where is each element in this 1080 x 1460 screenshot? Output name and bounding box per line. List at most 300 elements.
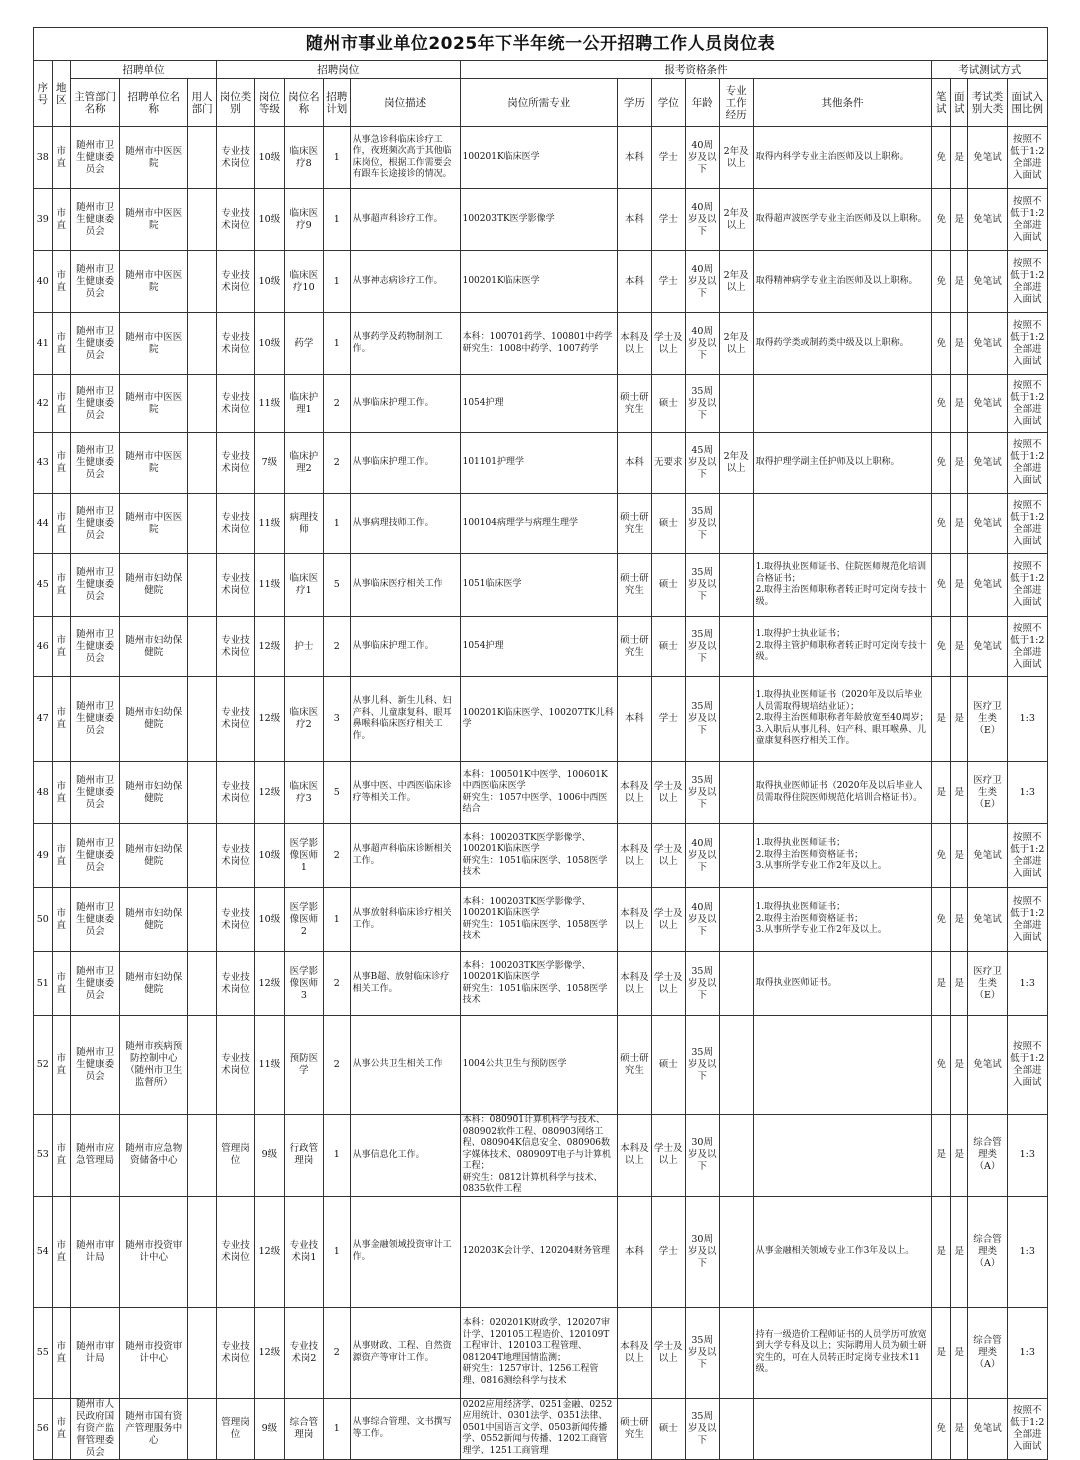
cell-edu: 硕士研究生 xyxy=(617,617,651,677)
cell-plan: 2 xyxy=(323,375,350,433)
header-other: 其他条件 xyxy=(753,79,932,127)
cell-ptype: 专业技术岗位 xyxy=(216,251,254,313)
cell-plan: 2 xyxy=(323,1016,350,1115)
cell-edu: 本科及以上 xyxy=(617,762,651,824)
cell-iv: 是 xyxy=(950,127,967,189)
cell-level: 10级 xyxy=(255,189,285,251)
cell-dept: 随州市卫生健康委员会 xyxy=(71,1016,120,1115)
cell-edu: 硕士研究生 xyxy=(617,1016,651,1115)
cell-edu: 本科及以上 xyxy=(617,1115,651,1197)
cell-cat: 免笔试 xyxy=(968,127,1007,189)
header-description: 岗位描述 xyxy=(350,79,460,127)
cell-area: 市直 xyxy=(52,494,71,554)
group-header-post: 招聘岗位 xyxy=(216,61,460,79)
group-header-unit: 招聘单位 xyxy=(71,61,217,79)
cell-area: 市直 xyxy=(52,824,71,888)
cell-ptype: 专业技术岗位 xyxy=(216,888,254,952)
cell-iv: 是 xyxy=(950,824,967,888)
cell-deg: 学士及以上 xyxy=(651,824,685,888)
cell-ptype: 专业技术岗位 xyxy=(216,824,254,888)
cell-plan: 1 xyxy=(323,313,350,375)
cell-ratio: 按照不低于1:2全部进入面试 xyxy=(1007,617,1048,677)
cell-cat: 免笔试 xyxy=(968,1016,1007,1115)
cell-cat: 免笔试 xyxy=(968,313,1007,375)
cell-other: 1.取得执业医师证书、住院医师规范化培训合格证书； 2.取得主治医师职称者转正时可定岗专技十级。 xyxy=(753,554,932,617)
cell-age: 30周岁及以下 xyxy=(685,1115,719,1197)
cell-iv: 是 xyxy=(950,1307,967,1398)
cell-edu: 硕士研究生 xyxy=(617,1398,651,1459)
cell-deg: 学士及以上 xyxy=(651,1115,685,1197)
table-row xyxy=(34,433,1048,494)
cell-area: 市直 xyxy=(52,189,71,251)
cell-unit: 随州市中医医院 xyxy=(120,127,188,189)
cell-no: 45 xyxy=(34,554,53,617)
header-major: 岗位所需专业 xyxy=(460,79,617,127)
header-post-name: 岗位名称 xyxy=(284,79,323,127)
cell-pname: 临床医疗2 xyxy=(284,677,323,762)
cell-iv: 是 xyxy=(950,375,967,433)
cell-pname: 临床医疗10 xyxy=(284,251,323,313)
table-row xyxy=(34,762,1048,824)
cell-area: 市直 xyxy=(52,1016,71,1115)
table-row xyxy=(34,1398,1048,1459)
cell-ptype: 专业技术岗位 xyxy=(216,189,254,251)
cell-ratio: 按照不低于1:2全部进入面试 xyxy=(1007,433,1048,494)
cell-plan: 2 xyxy=(323,1307,350,1398)
recruitment-table xyxy=(33,27,1048,1460)
cell-user xyxy=(188,888,217,952)
cell-ratio: 1:3 xyxy=(1007,952,1048,1016)
cell-major: 100201K临床医学 xyxy=(460,127,617,189)
cell-ratio: 按照不低于1:2全部进入面试 xyxy=(1007,888,1048,952)
cell-cat: 医疗卫生类（E） xyxy=(968,677,1007,762)
cell-dept: 随州市卫生健康委员会 xyxy=(71,189,120,251)
cell-other: 取得超声波医学专业主治医师及以上职称。 xyxy=(753,189,932,251)
cell-dept: 随州市审计局 xyxy=(71,1307,120,1398)
cell-cat: 免笔试 xyxy=(968,1398,1007,1459)
cell-area: 市直 xyxy=(52,251,71,313)
cell-ptype: 专业技术岗位 xyxy=(216,677,254,762)
cell-desc: 从事信息化工作。 xyxy=(350,1115,460,1197)
cell-ptype: 专业技术岗位 xyxy=(216,762,254,824)
cell-age: 40周岁及以下 xyxy=(685,888,719,952)
cell-dept: 随州市卫生健康委员会 xyxy=(71,494,120,554)
cell-age: 35周岁及以下 xyxy=(685,1016,719,1115)
cell-deg: 无要求 xyxy=(651,433,685,494)
cell-unit: 随州市国有资产管理服务中心 xyxy=(120,1398,188,1459)
cell-exp xyxy=(719,1016,753,1115)
cell-area: 市直 xyxy=(52,313,71,375)
cell-iv: 是 xyxy=(950,251,967,313)
cell-desc: 从事药学及药物制剂工作。 xyxy=(350,313,460,375)
cell-plan: 1 xyxy=(323,888,350,952)
cell-user xyxy=(188,1307,217,1398)
cell-unit: 随州市妇幼保健院 xyxy=(120,617,188,677)
cell-level: 9级 xyxy=(255,1398,285,1459)
cell-area: 市直 xyxy=(52,554,71,617)
cell-edu: 本科 xyxy=(617,433,651,494)
cell-exp xyxy=(719,554,753,617)
cell-deg: 学士及以上 xyxy=(651,888,685,952)
cell-no: 41 xyxy=(34,313,53,375)
cell-ratio: 按照不低于1:2全部进入面试 xyxy=(1007,189,1048,251)
cell-plan: 1 xyxy=(323,127,350,189)
cell-plan: 1 xyxy=(323,494,350,554)
cell-iv: 是 xyxy=(950,1398,967,1459)
cell-area: 市直 xyxy=(52,1398,71,1459)
cell-desc: 从事超声科临床诊断相关工作。 xyxy=(350,824,460,888)
cell-ratio: 按照不低于1:2全部进入面试 xyxy=(1007,251,1048,313)
cell-ptype: 专业技术岗位 xyxy=(216,313,254,375)
cell-iv: 是 xyxy=(950,617,967,677)
cell-desc: 从事中医、中西医临床诊疗等相关工作。 xyxy=(350,762,460,824)
cell-ratio: 1:3 xyxy=(1007,1115,1048,1197)
table-row xyxy=(34,888,1048,952)
cell-exp xyxy=(719,762,753,824)
cell-level: 7级 xyxy=(255,433,285,494)
cell-no: 39 xyxy=(34,189,53,251)
cell-pname: 病理技师 xyxy=(284,494,323,554)
table-body xyxy=(34,127,1048,1460)
header-dept: 主管部门名称 xyxy=(71,79,120,127)
table-row xyxy=(34,251,1048,313)
cell-user xyxy=(188,952,217,1016)
cell-level: 12级 xyxy=(255,762,285,824)
table-row xyxy=(34,127,1048,189)
cell-cat: 免笔试 xyxy=(968,824,1007,888)
table-row xyxy=(34,313,1048,375)
cell-ratio: 按照不低于1:2全部进入面试 xyxy=(1007,313,1048,375)
cell-plan: 5 xyxy=(323,762,350,824)
cell-other xyxy=(753,1016,932,1115)
cell-user xyxy=(188,554,217,617)
cell-dept: 随州市卫生健康委员会 xyxy=(71,375,120,433)
cell-major: 100104病理学与病理生理学 xyxy=(460,494,617,554)
cell-cat: 医疗卫生类（E） xyxy=(968,762,1007,824)
cell-plan: 2 xyxy=(323,617,350,677)
cell-user xyxy=(188,1196,217,1307)
header-area: 地区 xyxy=(52,61,71,127)
cell-exp: 2年及以上 xyxy=(719,189,753,251)
cell-desc: 从事临床护理工作。 xyxy=(350,433,460,494)
cell-iv: 是 xyxy=(950,762,967,824)
header-education: 学历 xyxy=(617,79,651,127)
cell-wr: 免 xyxy=(932,433,951,494)
cell-iv: 是 xyxy=(950,1196,967,1307)
cell-iv: 是 xyxy=(950,1115,967,1197)
cell-other xyxy=(753,494,932,554)
cell-dept: 随州市卫生健康委员会 xyxy=(71,952,120,1016)
cell-dept: 随州市应急管理局 xyxy=(71,1115,120,1197)
cell-unit: 随州市疾病预防控制中心（随州市卫生监督所） xyxy=(120,1016,188,1115)
cell-edu: 本科及以上 xyxy=(617,888,651,952)
cell-major: 120203K会计学、120204财务管理 xyxy=(460,1196,617,1307)
cell-plan: 1 xyxy=(323,1398,350,1459)
cell-ptype: 专业技术岗位 xyxy=(216,617,254,677)
cell-major: 100203TK医学影像学 xyxy=(460,189,617,251)
cell-unit: 随州市应急物资储备中心 xyxy=(120,1115,188,1197)
cell-cat: 免笔试 xyxy=(968,617,1007,677)
cell-user xyxy=(188,313,217,375)
cell-other: 1.取得执业医师证书； 2.取得主治医师资格证书； 3.从事所学专业工作2年及以上。 xyxy=(753,888,932,952)
cell-edu: 本科及以上 xyxy=(617,1307,651,1398)
cell-no: 43 xyxy=(34,433,53,494)
table-row xyxy=(34,952,1048,1016)
cell-plan: 3 xyxy=(323,677,350,762)
cell-pname: 预防医学 xyxy=(284,1016,323,1115)
cell-other: 取得内科学专业主治医师及以上职称。 xyxy=(753,127,932,189)
cell-deg: 学士 xyxy=(651,189,685,251)
cell-edu: 硕士研究生 xyxy=(617,494,651,554)
cell-cat: 医疗卫生类（E） xyxy=(968,952,1007,1016)
cell-iv: 是 xyxy=(950,952,967,1016)
cell-dept: 随州市卫生健康委员会 xyxy=(71,824,120,888)
cell-ratio: 按照不低于1:2全部进入面试 xyxy=(1007,554,1048,617)
cell-iv: 是 xyxy=(950,888,967,952)
cell-age: 35周岁及以下 xyxy=(685,375,719,433)
cell-age: 40周岁及以下 xyxy=(685,251,719,313)
table-row xyxy=(34,189,1048,251)
cell-major: 1054护理 xyxy=(460,375,617,433)
cell-unit: 随州市妇幼保健院 xyxy=(120,952,188,1016)
cell-other xyxy=(753,1115,932,1197)
cell-cat: 免笔试 xyxy=(968,494,1007,554)
cell-exp xyxy=(719,1196,753,1307)
cell-desc: 从事神志病诊疗工作。 xyxy=(350,251,460,313)
cell-ratio: 1:3 xyxy=(1007,1307,1048,1398)
cell-ptype: 专业技术岗位 xyxy=(216,127,254,189)
cell-other: 持有一级造价工程师证书的人员学历可放宽到大学专科及以上；实际聘用人员为硕士研究生的，可在人员转正时定岗专业技术11级。 xyxy=(753,1307,932,1398)
cell-wr: 免 xyxy=(932,617,951,677)
cell-exp: 2年及以上 xyxy=(719,433,753,494)
cell-area: 市直 xyxy=(52,127,71,189)
cell-ratio: 按照不低于1:2全部进入面试 xyxy=(1007,824,1048,888)
table-row xyxy=(34,1307,1048,1398)
cell-major: 1054护理 xyxy=(460,617,617,677)
cell-area: 市直 xyxy=(52,1196,71,1307)
table-row xyxy=(34,1196,1048,1307)
cell-age: 35周岁及以下 xyxy=(685,617,719,677)
cell-area: 市直 xyxy=(52,1307,71,1398)
header-interview: 面试 xyxy=(950,79,967,127)
cell-cat: 免笔试 xyxy=(968,375,1007,433)
cell-level: 12级 xyxy=(255,1307,285,1398)
cell-iv: 是 xyxy=(950,1016,967,1115)
cell-pname: 护士 xyxy=(284,617,323,677)
cell-desc: 从事公共卫生相关工作 xyxy=(350,1016,460,1115)
cell-desc: 从事儿科、新生儿科、妇产科、儿童康复科、眼耳鼻喉科临床医疗相关工作。 xyxy=(350,677,460,762)
cell-plan: 1 xyxy=(323,189,350,251)
cell-desc: 从事临床医疗相关工作 xyxy=(350,554,460,617)
cell-ratio: 按照不低于1:2全部进入面试 xyxy=(1007,375,1048,433)
cell-unit: 随州市中医医院 xyxy=(120,251,188,313)
cell-wr: 免 xyxy=(932,375,951,433)
header-age: 年龄 xyxy=(685,79,719,127)
cell-plan: 2 xyxy=(323,952,350,1016)
cell-cat: 免笔试 xyxy=(968,433,1007,494)
cell-desc: 从事病理技师工作。 xyxy=(350,494,460,554)
cell-age: 35周岁及以下 xyxy=(685,677,719,762)
cell-plan: 1 xyxy=(323,1115,350,1197)
cell-age: 40周岁及以下 xyxy=(685,313,719,375)
cell-pname: 临床护理2 xyxy=(284,433,323,494)
cell-dept: 随州市卫生健康委员会 xyxy=(71,677,120,762)
cell-ptype: 专业技术岗位 xyxy=(216,433,254,494)
cell-level: 11级 xyxy=(255,494,285,554)
cell-user xyxy=(188,617,217,677)
cell-plan: 5 xyxy=(323,554,350,617)
cell-age: 40周岁及以下 xyxy=(685,824,719,888)
cell-ptype: 管理岗位 xyxy=(216,1115,254,1197)
cell-other: 从事金融相关领域专业工作3年及以上。 xyxy=(753,1196,932,1307)
cell-pname: 专业技术岗2 xyxy=(284,1307,323,1398)
cell-cat: 综合管理类（A） xyxy=(968,1115,1007,1197)
table-row xyxy=(34,677,1048,762)
cell-user xyxy=(188,1398,217,1459)
table-row xyxy=(34,824,1048,888)
header-degree: 学位 xyxy=(651,79,685,127)
cell-wr: 免 xyxy=(932,251,951,313)
cell-unit: 随州市投资审计中心 xyxy=(120,1196,188,1307)
cell-unit: 随州市妇幼保健院 xyxy=(120,677,188,762)
cell-pname: 医学影像医师1 xyxy=(284,824,323,888)
cell-desc: 从事急诊科临床诊疗工作，夜班频次高于其他临床岗位，根据工作需要会有跟车长途接诊的情况。 xyxy=(350,127,460,189)
cell-iv: 是 xyxy=(950,313,967,375)
cell-wr: 免 xyxy=(932,1016,951,1115)
cell-wr: 免 xyxy=(932,313,951,375)
cell-deg: 学士及以上 xyxy=(651,1307,685,1398)
cell-exp xyxy=(719,617,753,677)
group-header-qualification: 报考资格条件 xyxy=(460,61,932,79)
cell-ratio: 按照不低于1:2全部进入面试 xyxy=(1007,1016,1048,1115)
cell-dept: 随州市卫生健康委员会 xyxy=(71,617,120,677)
cell-major: 101101护理学 xyxy=(460,433,617,494)
cell-major: 本科：080901计算机科学与技术、080902软件工程、080903网络工程、080904K信息安全、080906数字媒体技术、080909T电子与计算机工程； 研究生：0812计算机科学与技术、0835软件工程 xyxy=(460,1115,617,1197)
cell-pname: 专业技术岗1 xyxy=(284,1196,323,1307)
cell-level: 11级 xyxy=(255,554,285,617)
cell-other: 1.取得护士执业证书； 2.取得主管护师职称者转正时可定岗专技十级。 xyxy=(753,617,932,677)
cell-wr: 是 xyxy=(932,1196,951,1307)
cell-age: 35周岁及以下 xyxy=(685,1307,719,1398)
cell-area: 市直 xyxy=(52,375,71,433)
cell-area: 市直 xyxy=(52,617,71,677)
cell-level: 11级 xyxy=(255,1016,285,1115)
header-post-level: 岗位等级 xyxy=(255,79,285,127)
cell-wr: 免 xyxy=(932,888,951,952)
cell-edu: 本科 xyxy=(617,251,651,313)
cell-wr: 免 xyxy=(932,554,951,617)
cell-area: 市直 xyxy=(52,952,71,1016)
cell-no: 48 xyxy=(34,762,53,824)
cell-exp xyxy=(719,1398,753,1459)
cell-major: 100201K临床医学、100207TK儿科学 xyxy=(460,677,617,762)
cell-other xyxy=(753,375,932,433)
cell-exp: 2年及以上 xyxy=(719,313,753,375)
cell-dept: 随州市卫生健康委员会 xyxy=(71,127,120,189)
cell-level: 12级 xyxy=(255,952,285,1016)
cell-deg: 学士 xyxy=(651,677,685,762)
cell-plan: 2 xyxy=(323,824,350,888)
cell-unit: 随州市妇幼保健院 xyxy=(120,888,188,952)
cell-no: 38 xyxy=(34,127,53,189)
table-row xyxy=(34,494,1048,554)
cell-plan: 2 xyxy=(323,433,350,494)
cell-edu: 本科及以上 xyxy=(617,313,651,375)
cell-unit: 随州市中医医院 xyxy=(120,433,188,494)
cell-no: 49 xyxy=(34,824,53,888)
cell-edu: 本科及以上 xyxy=(617,824,651,888)
cell-desc: 从事临床护理工作。 xyxy=(350,617,460,677)
cell-user xyxy=(188,189,217,251)
cell-edu: 硕士研究生 xyxy=(617,554,651,617)
cell-iv: 是 xyxy=(950,554,967,617)
cell-age: 35周岁及以下 xyxy=(685,762,719,824)
cell-iv: 是 xyxy=(950,433,967,494)
cell-pname: 药学 xyxy=(284,313,323,375)
cell-exp: 2年及以上 xyxy=(719,127,753,189)
cell-major: 1004公共卫生与预防医学 xyxy=(460,1016,617,1115)
header-written: 笔试 xyxy=(932,79,951,127)
cell-major: 0202应用经济学、0251金融、0252应用统计、0301法学、0351法律、0501中国语言文学、0503新闻传播学、0552新闻与传播、1202工商管理学、1251工商管理 xyxy=(460,1398,617,1459)
cell-level: 10级 xyxy=(255,888,285,952)
cell-edu: 本科 xyxy=(617,1196,651,1307)
cell-unit: 随州市中医医院 xyxy=(120,375,188,433)
cell-wr: 是 xyxy=(932,952,951,1016)
cell-other: 取得药学类或制药类中级及以上职称。 xyxy=(753,313,932,375)
cell-level: 10级 xyxy=(255,824,285,888)
cell-deg: 硕士 xyxy=(651,375,685,433)
cell-user xyxy=(188,762,217,824)
cell-deg: 学士 xyxy=(651,1196,685,1307)
cell-ptype: 专业技术岗位 xyxy=(216,1016,254,1115)
cell-no: 51 xyxy=(34,952,53,1016)
cell-desc: 从事临床护理工作。 xyxy=(350,375,460,433)
header-experience: 专业工作经历 xyxy=(719,79,753,127)
cell-ratio: 1:3 xyxy=(1007,677,1048,762)
cell-user xyxy=(188,1115,217,1197)
cell-age: 30周岁及以下 xyxy=(685,1196,719,1307)
cell-major: 本科：100701药学、100801中药学 研究生：1008中药学、1007药学 xyxy=(460,313,617,375)
cell-major: 本科：020201K财政学、120207审计学、120105工程造价、120109T工程审计、120103工程管理、081204T地理国情监测； 研究生：1257审计、1256工程管理、0816测绘科学与技术 xyxy=(460,1307,617,1398)
cell-age: 35周岁及以下 xyxy=(685,494,719,554)
cell-level: 12级 xyxy=(255,617,285,677)
cell-dept: 随州市卫生健康委员会 xyxy=(71,888,120,952)
cell-exp xyxy=(719,375,753,433)
cell-no: 47 xyxy=(34,677,53,762)
cell-area: 市直 xyxy=(52,1115,71,1197)
cell-cat: 综合管理类（A） xyxy=(968,1307,1007,1398)
cell-deg: 学士及以上 xyxy=(651,952,685,1016)
cell-age: 35周岁及以下 xyxy=(685,554,719,617)
cell-cat: 免笔试 xyxy=(968,888,1007,952)
cell-unit: 随州市中医医院 xyxy=(120,189,188,251)
cell-plan: 1 xyxy=(323,251,350,313)
cell-unit: 随州市中医医院 xyxy=(120,313,188,375)
cell-wr: 是 xyxy=(932,1115,951,1197)
cell-level: 10级 xyxy=(255,251,285,313)
cell-wr: 免 xyxy=(932,189,951,251)
cell-deg: 硕士 xyxy=(651,554,685,617)
cell-cat: 免笔试 xyxy=(968,251,1007,313)
cell-edu: 本科 xyxy=(617,189,651,251)
cell-major: 本科：100203TK医学影像学、100201K临床医学 研究生：1051临床医学、1058医学技术 xyxy=(460,824,617,888)
cell-unit: 随州市投资审计中心 xyxy=(120,1307,188,1398)
cell-edu: 本科 xyxy=(617,677,651,762)
header-no: 序号 xyxy=(34,61,53,127)
cell-age: 40周岁及以下 xyxy=(685,189,719,251)
cell-pname: 临床医疗9 xyxy=(284,189,323,251)
cell-ptype: 专业技术岗位 xyxy=(216,375,254,433)
